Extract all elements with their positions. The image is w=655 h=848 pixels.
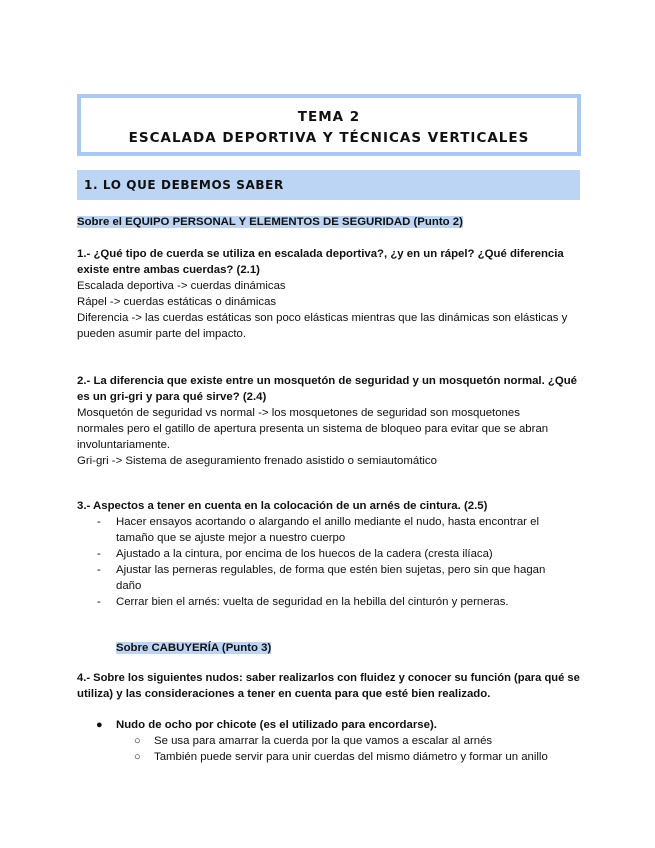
question-1-line-1: 1.- ¿Qué tipo de cuerda se utiliza en escalada deportiva?, ¿y en un rápel? ¿Qué diferencia	[77, 248, 564, 260]
title-line-2: ESCALADA DEPORTIVA Y TÉCNICAS VERTICALES	[128, 130, 530, 146]
title-line-1: TEMA 2	[297, 109, 361, 125]
question-2-line-1: 2.- La diferencia que existe entre un mosquetón de seguridad y un mosquetón normal. ¿Qué	[77, 375, 578, 387]
dash-bullet: -	[97, 548, 101, 560]
harness-item-1-line-1: Hacer ensayos acortando o alargando el anillo mediante el nudo, hasta encontrar el	[116, 516, 539, 528]
harness-item-4: Cerrar bien el arnés: vuelta de seguridad en la hebilla del cinturón y perneras.	[116, 596, 509, 608]
question-4-line-2: utiliza) y las consideraciones a tener en cuenta para que esté bien realizado.	[77, 688, 491, 700]
subsection-heading-equipment	[77, 214, 463, 230]
answer-1-climbing: Escalada deportiva -> cuerdas dinámicas	[77, 280, 286, 292]
answer-1-difference-line-2: pueden asumir parte del impacto.	[77, 328, 247, 340]
knot-figure-eight-use-2: También puede servir para unir cuerdas del mismo diámetro y formar un anillo	[154, 751, 548, 763]
title-box	[77, 94, 581, 156]
answer-2-carabiner-line-2: normales pero el gatillo de apertura presenta un sistema de bloqueo para evitar que se abran	[77, 423, 549, 435]
bullet-dot: ●	[96, 719, 103, 731]
dash-bullet: -	[97, 516, 101, 528]
answer-2-grigri: Gri-gri -> Sistema de aseguramiento frenado asistido o semiautomático	[77, 455, 437, 467]
question-3: 3.- Aspectos a tener en cuenta en la colocación de un arnés de cintura. (2.5)	[77, 500, 488, 512]
question-4-line-1: 4.- Sobre los siguientes nudos: saber realizarlos con fluidez y conocer su función (para qué se	[77, 672, 580, 684]
answer-1-difference-line-1: Diferencia -> las cuerdas estáticas son poco elásticas mientras que las dinámicas son elásticas y	[77, 312, 568, 324]
harness-item-3-line-2: daño	[116, 580, 142, 592]
question-1-line-2: existe entre ambas cuerdas? (2.1)	[77, 264, 260, 276]
dash-bullet: -	[97, 564, 101, 576]
knot-figure-eight: Nudo de ocho por chicote (es el utilizado para encordarse).	[116, 719, 437, 731]
answer-2-carabiner-line-1: Mosquetón de seguridad vs normal -> los mosquetones de seguridad son mosquetones	[77, 407, 520, 419]
sub-bullet-circle: ○	[134, 735, 141, 747]
subsection-heading-knots-text: Sobre CABUYERÍA (Punto 3)	[116, 642, 272, 654]
sub-bullet-circle: ○	[134, 751, 141, 763]
harness-item-1-line-2: tamaño que se ajuste mejor a nuestro cuerpo	[116, 532, 346, 544]
harness-item-3-line-1: Ajustar las perneras regulables, de forma que estén bien sujetas, pero sin que hagan	[116, 564, 546, 576]
question-2-line-2: es un gri-gri y para qué sirve? (2.4)	[77, 391, 267, 403]
section-heading: 1. LO QUE DEBEMOS SABER	[84, 178, 284, 192]
knot-figure-eight-use-1: Se usa para amarrar la cuerda por la que vamos a escalar al arnés	[154, 735, 493, 747]
subsection-heading-knots	[116, 640, 271, 656]
answer-2-carabiner-line-3: involuntariamente.	[77, 439, 171, 451]
answer-1-rappel: Rápel -> cuerdas estáticas o dinámicas	[77, 296, 277, 308]
section-heading-bar	[77, 170, 580, 200]
dash-bullet: -	[97, 596, 101, 608]
harness-item-2: Ajustado a la cintura, por encima de los huecos de la cadera (cresta ilíaca)	[116, 548, 493, 560]
subsection-heading-equipment-text: Sobre el EQUIPO PERSONAL Y ELEMENTOS DE SEGURIDAD (Punto 2)	[77, 216, 463, 228]
